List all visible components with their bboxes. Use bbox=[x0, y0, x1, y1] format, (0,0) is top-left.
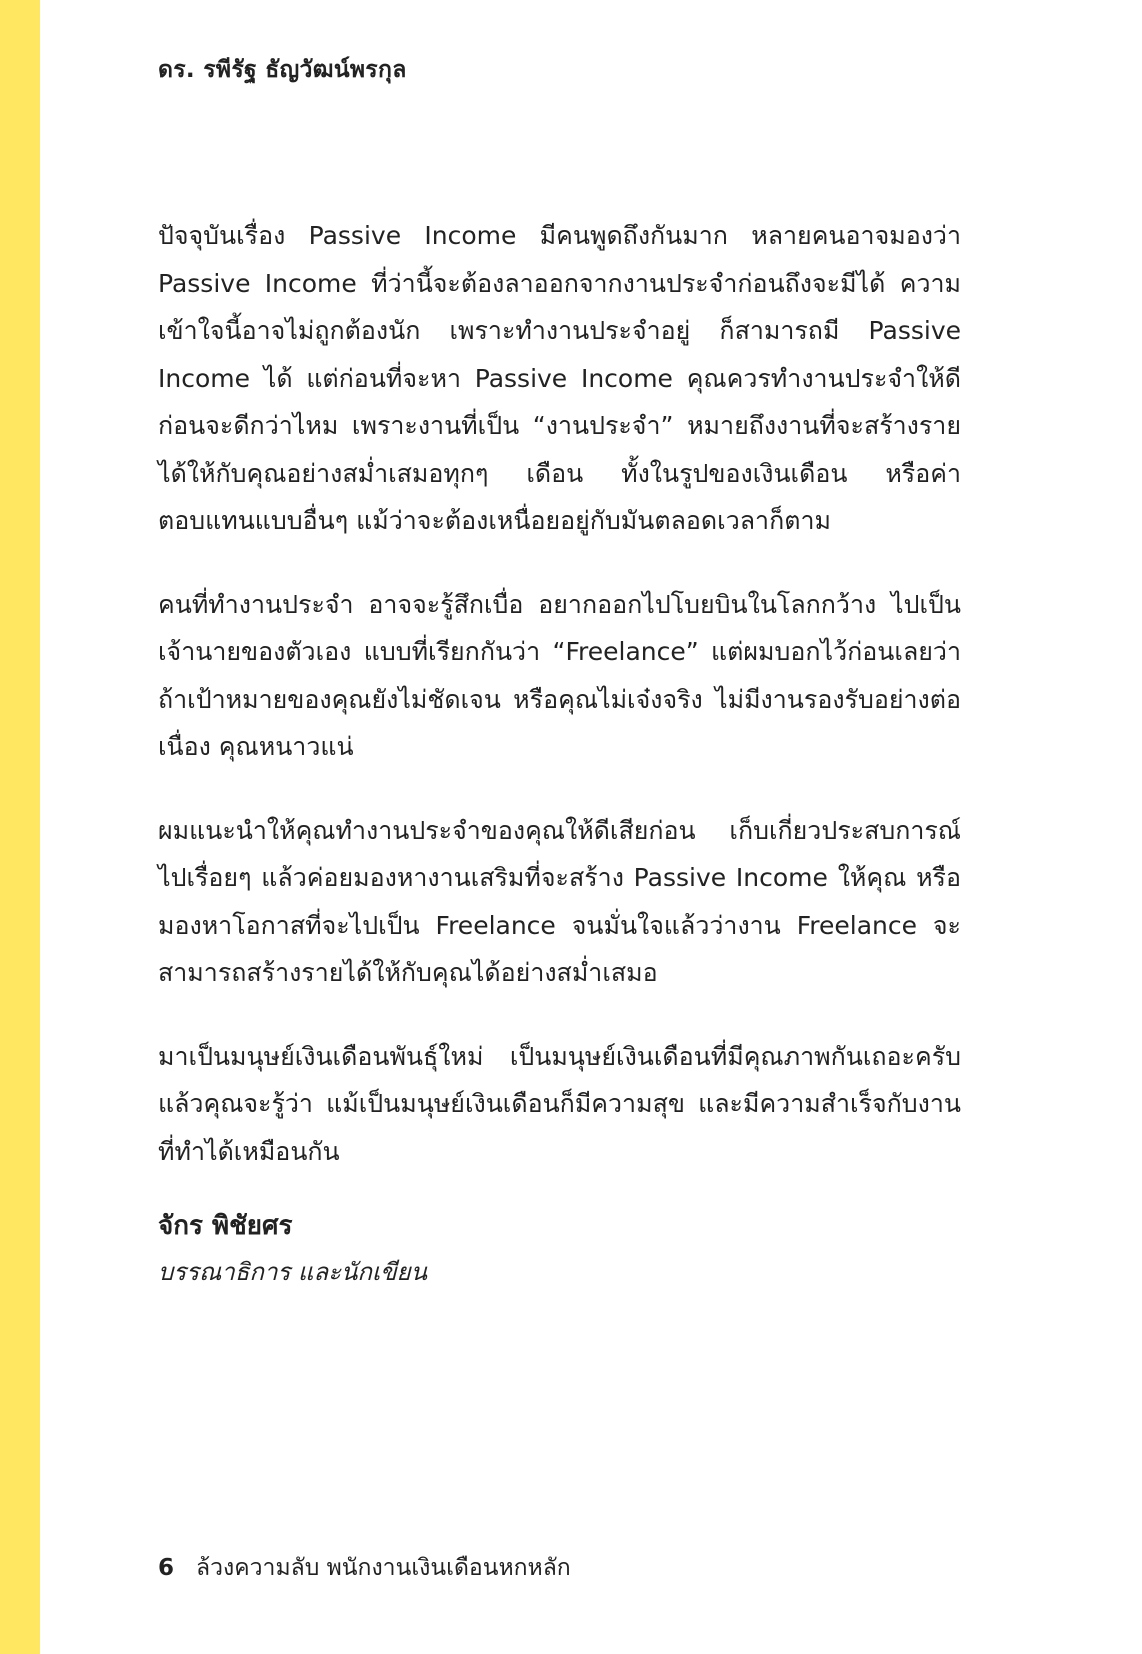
body-text bbox=[158, 212, 961, 1211]
paragraph-1: ปัจจุบันเรื่อง Passive Income มีคนพูดถึงกันมาก หลายคนอาจมองว่า Passive Income ที่ว่านี้จะต้องลาออกจากงานประจำก่อนถึงจะมีได้ ความเข้าใจนี้อาจไม่ถูกต้องนัก เพราะทำงานประจำอยู่ ก็สามารถมี Passive Income ได้ แต่ก่อนที่จะหา Passive Income คุณควรทำงานประจำให้ดีก่อนจะดีกว่าไหม เพราะงานที่เป็น “งานประจำ” หมายถึงงานที่จะสร้างรายได้ให้กับคุณอย่างสม่ำเสมอทุกๆ เดือน ทั้งในรูปของเงินเดือน หรือค่าตอบแทนแบบอื่นๆ แม้ว่าจะต้องเหนื่อยอยู่กับมันตลอดเวลาก็ตาม bbox=[158, 221, 961, 535]
page-number: 6 bbox=[158, 1555, 175, 1581]
running-header-author: ดร. รพีรัฐ ธัญวัฒน์พรกุล bbox=[158, 57, 407, 83]
signature-block bbox=[158, 1206, 427, 1292]
paragraph-2: คนที่ทำงานประจำ อาจจะรู้สึกเบื่อ อยากออกไปโบยบินในโลกกว้าง ไปเป็นเจ้านายของตัวเอง แบบที่เรียกกันว่า “Freelance” แต่ผมบอกไว้ก่อนเลยว่า ถ้าเป้าหมายของคุณยังไม่ชัดเจน หรือคุณไม่เจ๋งจริง ไม่มีงานรองรับอย่างต่อเนื่อง คุณหนาวแน่ bbox=[158, 589, 961, 761]
page-footer bbox=[158, 1550, 571, 1586]
paragraph-4: มาเป็นมนุษย์เงินเดือนพันธุ์ใหม่ เป็นมนุษย์เงินเดือนที่มีคุณภาพกันเถอะครับ แล้วคุณจะรู้ว่า แม้เป็นมนุษย์เงินเดือนก็มีความสุข และมีความสำเร็จกับงานที่ทำได้เหมือนกัน bbox=[158, 1041, 961, 1166]
yellow-side-bar bbox=[0, 0, 40, 1654]
paragraph-3: ผมแนะนำให้คุณทำงานประจำของคุณให้ดีเสียก่อน เก็บเกี่ยวประสบการณ์ไปเรื่อยๆ แล้วค่อยมองหางานเสริมที่จะสร้าง Passive Income ให้คุณ หรือมองหาโอกาสที่จะไปเป็น Freelance จนมั่นใจแล้วว่างาน Freelance จะสามารถสร้างรายได้ให้กับคุณได้อย่างสม่ำเสมอ bbox=[158, 815, 961, 987]
signature-name: จักร พิชัยศร bbox=[158, 1211, 293, 1241]
signature-role: บรรณาธิการ และนักเขียน bbox=[158, 1258, 428, 1286]
book-title: ล้วงความลับ พนักงานเงินเดือนหกหลัก bbox=[196, 1555, 571, 1581]
